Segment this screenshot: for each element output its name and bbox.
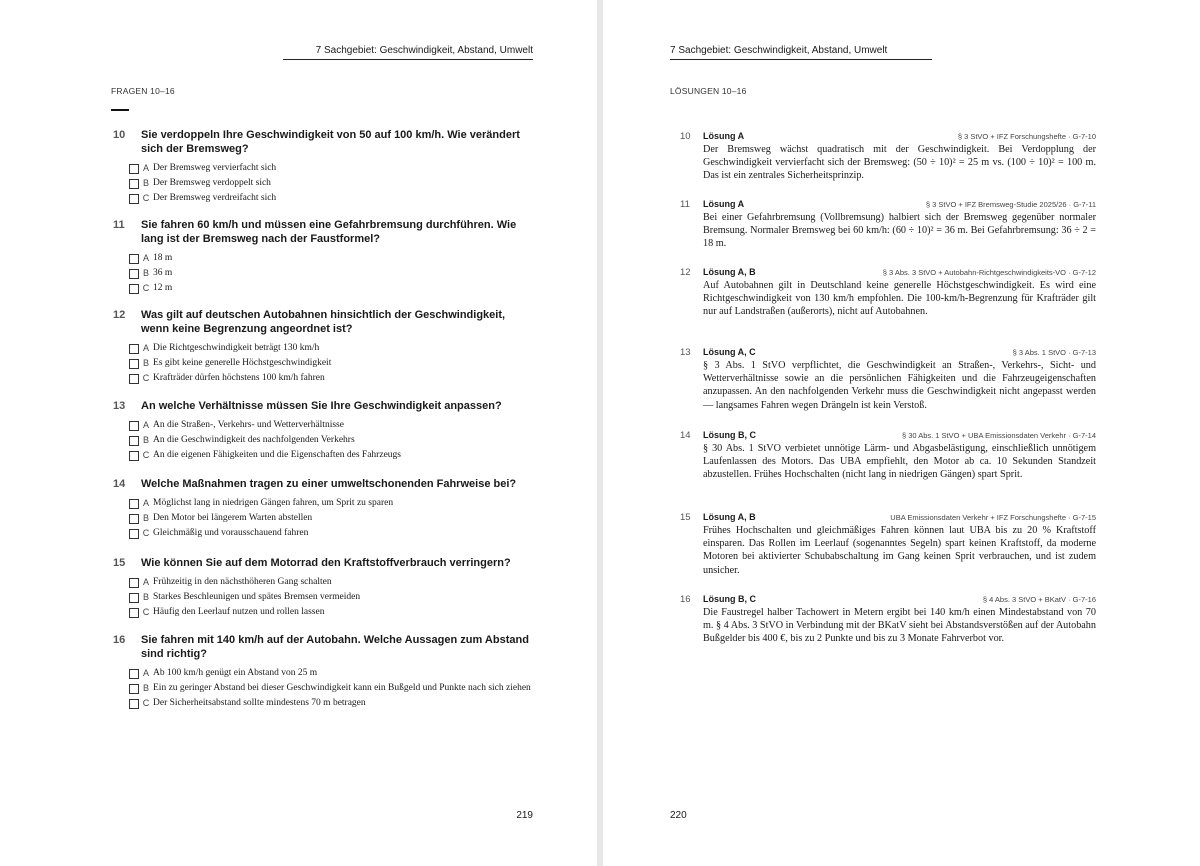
option-b[interactable]: [129, 177, 533, 190]
page-number: 220: [670, 810, 687, 821]
option-a[interactable]: [129, 342, 533, 355]
option-text: Starkes Beschleunigen und spätes Bremsen vermeiden: [153, 592, 361, 602]
solution-13: [680, 347, 1096, 412]
option-letter: A: [142, 420, 149, 430]
solution-reference: § 30 Abs. 1 StVO + UBA Emissionsdaten Verkehr · G-7-14: [901, 431, 1096, 440]
option-text: An die Straßen-, Verkehrs- und Wetterverhältnisse: [153, 420, 344, 430]
option-text: Ab 100 km/h genügt ein Abstand von 25 m: [153, 668, 318, 678]
question-text: Sie fahren 60 km/h und müssen eine Gefahrbremsung durchführen. Wie lang ist der Bremsweg nach der Faustformel?: [141, 219, 517, 245]
solution-text: Bei einer Gefahrbremsung (Vollbremsung) halbiert sich der Bremsweg gegenüber normaler Bremsung. Normaler Bremsweg bei 60 km/h: (60 ÷ 10)² = 36 m. Bei Gefahrbremsung: 36 ÷ 2 = 18 m.: [703, 212, 1096, 250]
option-text: Gleichmäßig und vorausschauend fahren: [153, 528, 309, 538]
solution-number: 14: [680, 430, 691, 441]
checkbox[interactable]: [129, 421, 139, 431]
solution-text: Auf Autobahnen gilt in Deutschland keine generelle Höchstgeschwindigkeit. Es wird eine Richtgeschwindigkeit von 130 km/h empfohlen. Die 100-km/h-Begrenzung für Krafträder gilt nur auf Landstraßen (außerorts), nicht auf Autobahnen.: [703, 280, 1096, 318]
solution-number: 10: [680, 131, 691, 142]
option-text: Der Bremsweg verdreifacht sich: [153, 193, 277, 203]
checkbox[interactable]: [129, 164, 139, 174]
question-number: 12: [113, 309, 126, 321]
checkbox[interactable]: [129, 179, 139, 189]
option-c[interactable]: [129, 606, 533, 619]
question-number: 13: [113, 400, 126, 412]
checkbox[interactable]: [129, 374, 139, 384]
checkbox[interactable]: [129, 499, 139, 509]
solution-text: Frühes Hochschalten und gleichmäßiges Fahren können laut UBA bis zu 20 % Kraftstoff einsparen. Das Rollen im Leerlauf (sogenanntes Segeln) spart keinen Kraftstoff, da moderne Motoren bei aktivierter Schubabschaltung im Gang keinen Sprit verbrauchen, und ist zudem unsicher.: [703, 525, 1096, 576]
section-label: FRAGEN 10–16: [111, 86, 175, 96]
solution-answer: Lösung A, C: [703, 347, 756, 357]
running-header: 7 Sachgebiet: Geschwindigkeit, Abstand, Umwelt: [670, 45, 932, 60]
checkbox[interactable]: [129, 344, 139, 354]
option-letter: B: [142, 683, 149, 693]
question-number: 14: [113, 478, 126, 490]
option-text: 12 m: [153, 283, 173, 293]
option-c[interactable]: [129, 527, 533, 540]
checkbox[interactable]: [129, 684, 139, 694]
question-text: Was gilt auf deutschen Autobahnen hinsichtlich der Geschwindigkeit, wenn keine Begrenzung angeordnet ist?: [141, 309, 506, 335]
option-b[interactable]: [129, 682, 533, 695]
solution-14: [680, 430, 1096, 482]
checkbox[interactable]: [129, 284, 139, 294]
option-b[interactable]: [129, 357, 533, 370]
solution-reference: § 4 Abs. 3 StVO + BKatV · G-7-16: [982, 595, 1096, 604]
option-letter: C: [142, 698, 150, 708]
option-letter: C: [142, 283, 150, 293]
running-header: 7 Sachgebiet: Geschwindigkeit, Abstand, Umwelt: [283, 45, 533, 60]
option-text: Möglichst lang in niedrigen Gängen fahren, um Sprit zu sparen: [153, 498, 394, 508]
solution-answer: Lösung B, C: [703, 594, 756, 604]
option-b[interactable]: [129, 512, 533, 525]
accent-bar: [111, 109, 129, 111]
checkbox[interactable]: [129, 608, 139, 618]
solution-11: [680, 199, 1096, 251]
checkbox[interactable]: [129, 254, 139, 264]
option-text: Den Motor bei längerem Warten abstellen: [153, 513, 313, 523]
question-text: Wie können Sie auf dem Motorrad den Kraftstoffverbrauch verringern?: [141, 557, 511, 569]
question-number: 15: [113, 557, 126, 569]
option-text: Der Sicherheitsabstand sollte mindestens 70 m betragen: [153, 698, 366, 708]
solution-10: [680, 131, 1096, 183]
option-text: An die Geschwindigkeit des nachfolgenden Verkehrs: [153, 435, 355, 445]
option-text: Frühzeitig in den nächsthöheren Gang schalten: [153, 577, 332, 587]
checkbox[interactable]: [129, 436, 139, 446]
solution-answer: Lösung B, C: [703, 430, 756, 440]
solution-number: 15: [680, 512, 691, 523]
option-b[interactable]: [129, 434, 533, 447]
option-letter: A: [142, 577, 149, 587]
checkbox[interactable]: [129, 529, 139, 539]
option-b[interactable]: [129, 267, 533, 280]
solution-answer: Lösung A: [703, 131, 745, 141]
solution-number: 11: [680, 199, 690, 210]
option-letter: B: [142, 178, 149, 188]
question-number: 10: [113, 129, 126, 141]
solution-answer: Lösung A, B: [703, 512, 756, 522]
solution-number: 13: [680, 347, 691, 358]
option-text: Der Bremsweg vervierfacht sich: [153, 163, 277, 173]
option-text: Krafträder dürfen höchstens 100 km/h fahren: [153, 373, 325, 383]
option-letter: C: [142, 450, 150, 460]
checkbox[interactable]: [129, 194, 139, 204]
solution-answer: Lösung A: [703, 199, 745, 209]
option-letter: A: [142, 253, 149, 263]
option-text: 36 m: [153, 268, 173, 278]
right-page: [603, 0, 1200, 866]
question-text: Sie verdoppeln Ihre Geschwindigkeit von 50 auf 100 km/h. Wie verändert sich der Bremsweg?: [141, 129, 520, 155]
solution-reference: § 3 StVO + IFZ Bremsweg-Studie 2025/26 · G-7-11: [925, 200, 1096, 209]
solution-text: § 3 Abs. 1 StVO verpflichtet, die Geschwindigkeit an Straßen-, Verkehrs-, Sicht- und Wetterverhältnisse sowie an die persönlichen Fähigkeiten und die Fahrzeugeigenschaften anzupassen. An den nachfolgenden Verkehr muss die Geschwindigkeit nicht angepasst werden — langsames Fahren wegen Drängeln ist kein Verstoß.: [703, 360, 1096, 411]
question-text: An welche Verhältnisse müssen Sie Ihre Geschwindigkeit anpassen?: [141, 400, 502, 412]
option-letter: A: [142, 343, 149, 353]
checkbox[interactable]: [129, 359, 139, 369]
left-page: [0, 0, 597, 866]
question-11: [113, 218, 533, 297]
solution-reference: § 3 Abs. 3 StVO + Autobahn-Richtgeschwindigkeits-VO · G-7-12: [882, 268, 1096, 277]
option-letter: B: [142, 358, 149, 368]
option-c[interactable]: [129, 372, 533, 385]
solution-15: [680, 512, 1096, 577]
option-c[interactable]: [129, 697, 533, 710]
option-text: Der Bremsweg verdoppelt sich: [153, 178, 271, 188]
option-text: An die eigenen Fähigkeiten und die Eigenschaften des Fahrzeugs: [153, 450, 401, 460]
option-letter: C: [142, 193, 150, 203]
solution-text: Die Faustregel halber Tachowert in Metern ergibt bei 140 km/h einen Mindestabstand von 70 m. § 4 Abs. 3 StVO in Verbindung mit der BKatV sieht bei Abstandsverstößen auf der Autobahn Bußgelder bis 400 €, bis zu 2 Punkte und bis zu 3 Monate Fahrverbot vor.: [703, 607, 1096, 645]
solution-12: [680, 267, 1096, 319]
solution-reference: § 3 Abs. 1 StVO · G-7-13: [1012, 348, 1096, 357]
option-b[interactable]: [129, 591, 533, 604]
option-letter: B: [142, 268, 149, 278]
page-number: 219: [516, 810, 533, 821]
question-12: [113, 308, 533, 387]
option-a[interactable]: [129, 497, 533, 510]
option-c[interactable]: [129, 192, 533, 205]
checkbox[interactable]: [129, 514, 139, 524]
checkbox[interactable]: [129, 593, 139, 603]
solution-number: 16: [680, 594, 691, 605]
option-a[interactable]: [129, 252, 533, 265]
option-letter: B: [142, 513, 149, 523]
option-a[interactable]: [129, 162, 533, 175]
solution-reference: UBA Emissionsdaten Verkehr + IFZ Forschungshefte · G-7-15: [890, 513, 1096, 522]
question-number: 16: [113, 634, 126, 646]
solution-text: Der Bremsweg wächst quadratisch mit der Geschwindigkeit. Bei Verdopplung der Geschwindigkeit vervierfacht sich der Bremsweg: (50 ÷ 10)² = 25 m vs. (100 ÷ 10)² = 100 m. Das ist ein zentrales Sicherheitsprinzip.: [703, 144, 1096, 182]
solution-16: [680, 594, 1096, 646]
option-letter: C: [142, 607, 150, 617]
option-letter: C: [142, 528, 150, 538]
option-letter: B: [142, 592, 149, 602]
option-letter: B: [142, 435, 149, 445]
checkbox[interactable]: [129, 451, 139, 461]
checkbox[interactable]: [129, 669, 139, 679]
option-letter: A: [142, 163, 149, 173]
checkbox[interactable]: [129, 578, 139, 588]
option-letter: A: [142, 498, 149, 508]
question-13: [113, 399, 533, 464]
option-a[interactable]: [129, 576, 533, 589]
solution-reference: § 3 StVO + IFZ Forschungshefte · G-7-10: [957, 132, 1096, 141]
option-c[interactable]: [129, 282, 533, 295]
question-16: [113, 633, 533, 712]
option-letter: A: [142, 668, 149, 678]
section-label: LÖSUNGEN 10–16: [670, 86, 747, 96]
option-text: Die Richtgeschwindigkeit beträgt 130 km/h: [153, 343, 320, 353]
question-number: 11: [113, 219, 125, 231]
option-a[interactable]: [129, 667, 533, 680]
option-text: Häufig den Leerlauf nutzen und rollen lassen: [153, 607, 325, 617]
option-c[interactable]: [129, 449, 533, 462]
question-text: Welche Maßnahmen tragen zu einer umweltschonenden Fahrweise bei?: [141, 478, 517, 490]
option-text: 18 m: [153, 253, 173, 263]
checkbox[interactable]: [129, 269, 139, 279]
option-a[interactable]: [129, 419, 533, 432]
option-letter: C: [142, 373, 150, 383]
solution-number: 12: [680, 267, 691, 278]
checkbox[interactable]: [129, 699, 139, 709]
question-10: [113, 128, 533, 207]
option-text: Ein zu geringer Abstand bei dieser Geschwindigkeit kann ein Bußgeld und Punkte nach sich ziehen: [153, 683, 531, 693]
question-14: [113, 477, 533, 542]
question-text: Sie fahren mit 140 km/h auf der Autobahn. Welche Aussagen zum Abstand sind richtig?: [141, 634, 529, 660]
question-15: [113, 556, 533, 621]
solution-text: § 30 Abs. 1 StVO verbietet unnötige Lärm- und Abgasbelästigung, einschließlich unnötigem Laufenlassen des Motors. Das UBA empfiehlt, den Motor ab ca. 10 Sekunden Standzeit abzustellen. Frühes Hochschalten (nicht lang in niedrigen Gängen) spart Sprit.: [703, 443, 1096, 481]
solution-answer: Lösung A, B: [703, 267, 756, 277]
option-text: Es gibt keine generelle Höchstgeschwindigkeit: [153, 358, 332, 368]
